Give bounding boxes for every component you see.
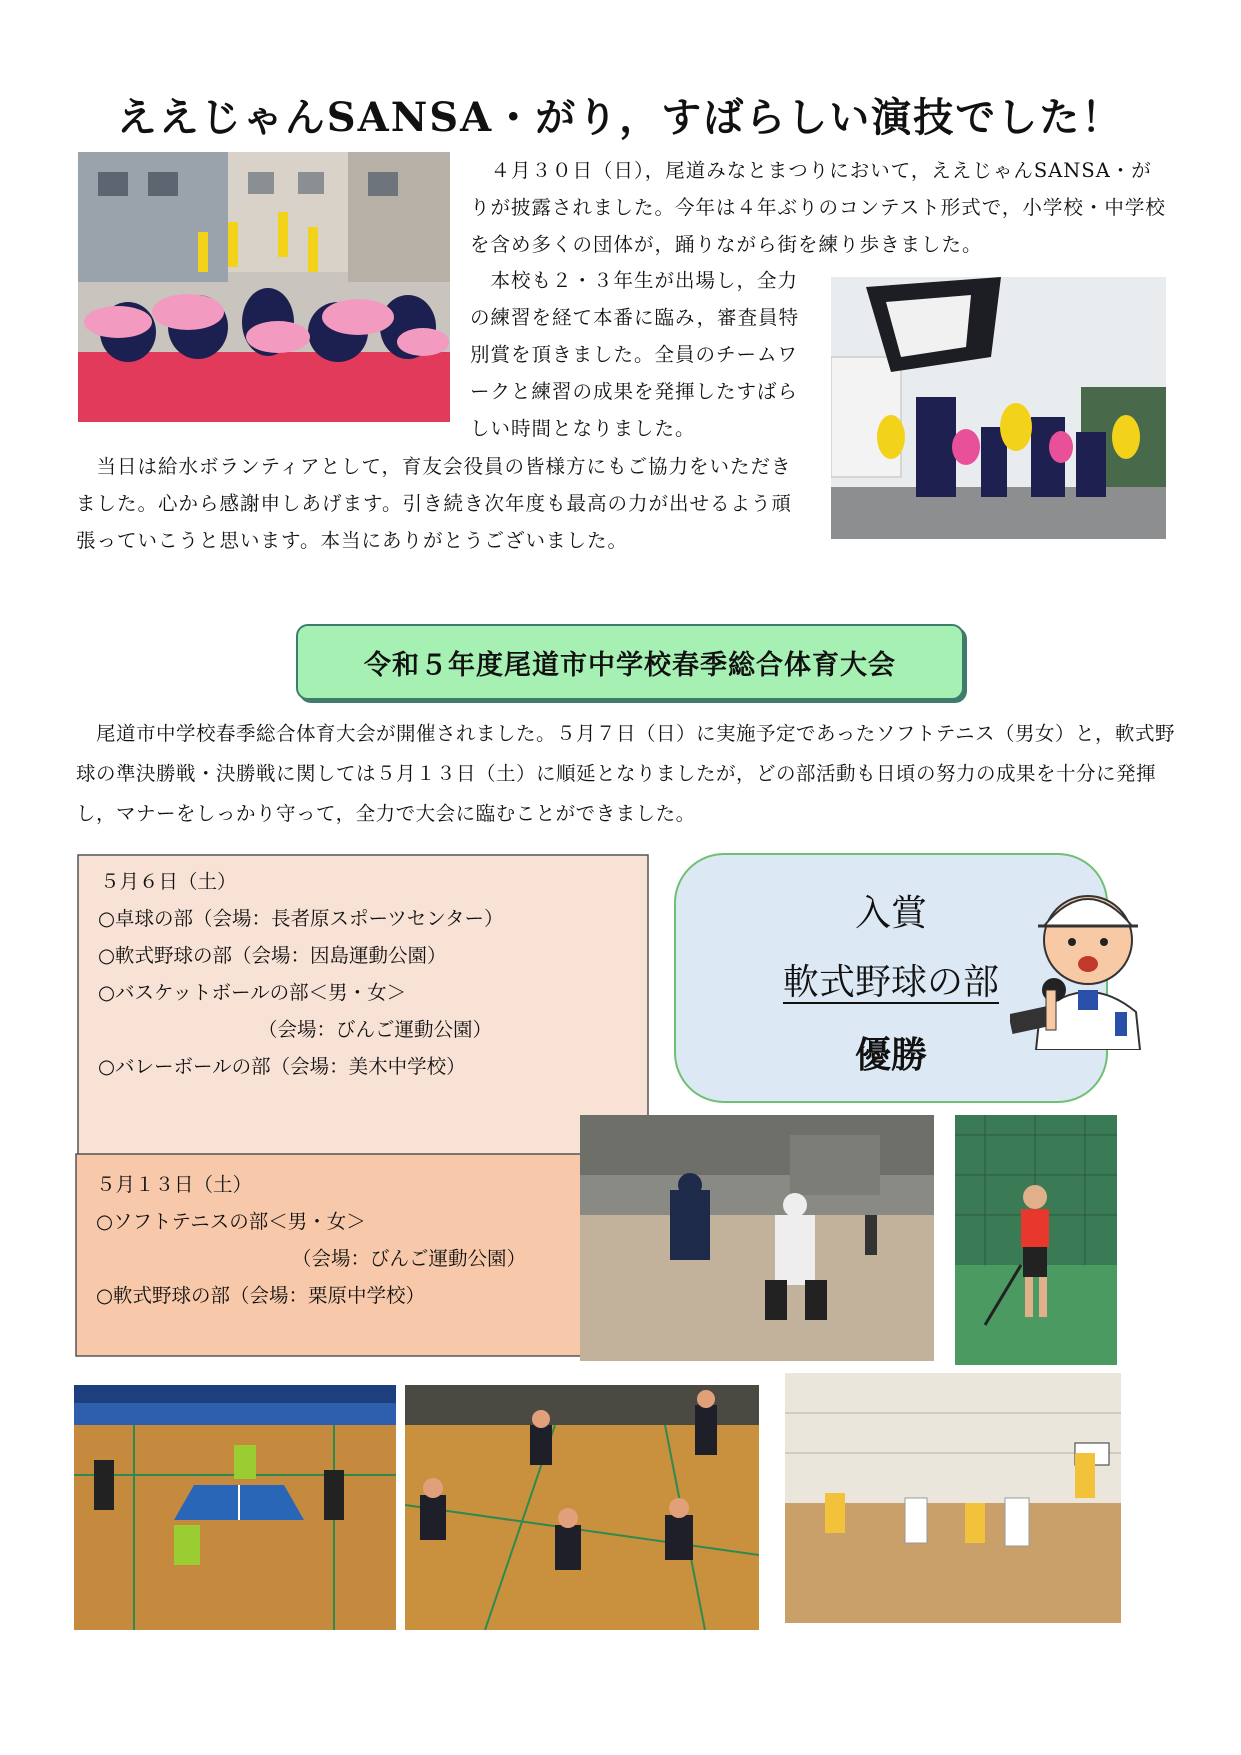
section-heading: 令和５年度尾道市中学校春季総合体育大会	[296, 624, 964, 700]
schedule-venue: （会場：びんご運動公園）	[292, 1247, 527, 1270]
article1-paragraph2: 本校も２・３年生が出場し，全力の練習を経て本番に臨み，審査員特別賞を頂きました。全員のチームワークと練習の成果を発揮したすばらしい時間となりました。	[470, 269, 800, 440]
article2-paragraph: 尾道市中学校春季総合体育大会が開催されました。５月７日（日）に実施予定であったソフトテニス（男女）と，軟式野球の準決勝戦・決勝戦に関しては５月１３日（土）に順延となりましたが，どの部活動も日頃の努力の成果を十分に発揮し，マナーをしっかり守って，全力で大会に臨むことができました。	[76, 722, 1176, 825]
schedule-item: ○軟式野球の部（会場：栗原中学校）	[96, 1284, 426, 1307]
schedule-item: ○軟式野球の部（会場：因島運動公園）	[98, 944, 447, 967]
tabletennis-photo	[74, 1385, 396, 1630]
softtennis-photo	[955, 1115, 1117, 1365]
schedule-item: ○バスケットボールの部＜男・女＞	[98, 981, 407, 1004]
schedule-venue: （会場：びんご運動公園）	[258, 1018, 493, 1041]
article-title: ええじゃんSANSA・がり，すばらしい演技でした！	[116, 94, 1124, 141]
schedule-date: ５月６日（土）	[100, 870, 237, 893]
article1-paragraph1: ４月３０日（日），尾道みなとまつりにおいて，ええじゃんSANSA・がりが披露されました。今年は４年ぶりのコンテスト形式で，小学校・中学校を含め多くの団体が，踊りながら街を練り歩きました。	[470, 159, 1166, 256]
award-result: 優勝	[854, 1034, 927, 1076]
schedule-box-day1	[76, 853, 650, 1165]
basketball-photo	[785, 1373, 1121, 1623]
article1-paragraph3: 当日は給水ボランティアとして，育友会役員の皆様方にもご協力をいただきました。心から感謝申しあげます。引き続き次年度も最高の力が出せるよう頑張っていこうと思います。本当にありがとうございました。	[76, 455, 792, 552]
award-label: 入賞	[854, 893, 927, 934]
festival-flag-photo	[831, 277, 1166, 539]
baseball-photo	[580, 1115, 934, 1361]
award-event: 軟式野球の部	[782, 962, 999, 1003]
schedule-item: ○ソフトテニスの部＜男・女＞	[96, 1210, 366, 1233]
schedule-box-day2	[74, 1152, 590, 1358]
schedule-item: ○卓球の部（会場：長者原スポーツセンター）	[98, 907, 504, 930]
volleyball-photo	[405, 1385, 759, 1630]
baseball-player-illustration	[1010, 862, 1166, 1050]
schedule-date: ５月１３日（土）	[96, 1173, 253, 1196]
schedule-item: ○バレーボールの部（会場：美木中学校）	[98, 1055, 466, 1078]
festival-dancers-photo	[78, 152, 450, 422]
